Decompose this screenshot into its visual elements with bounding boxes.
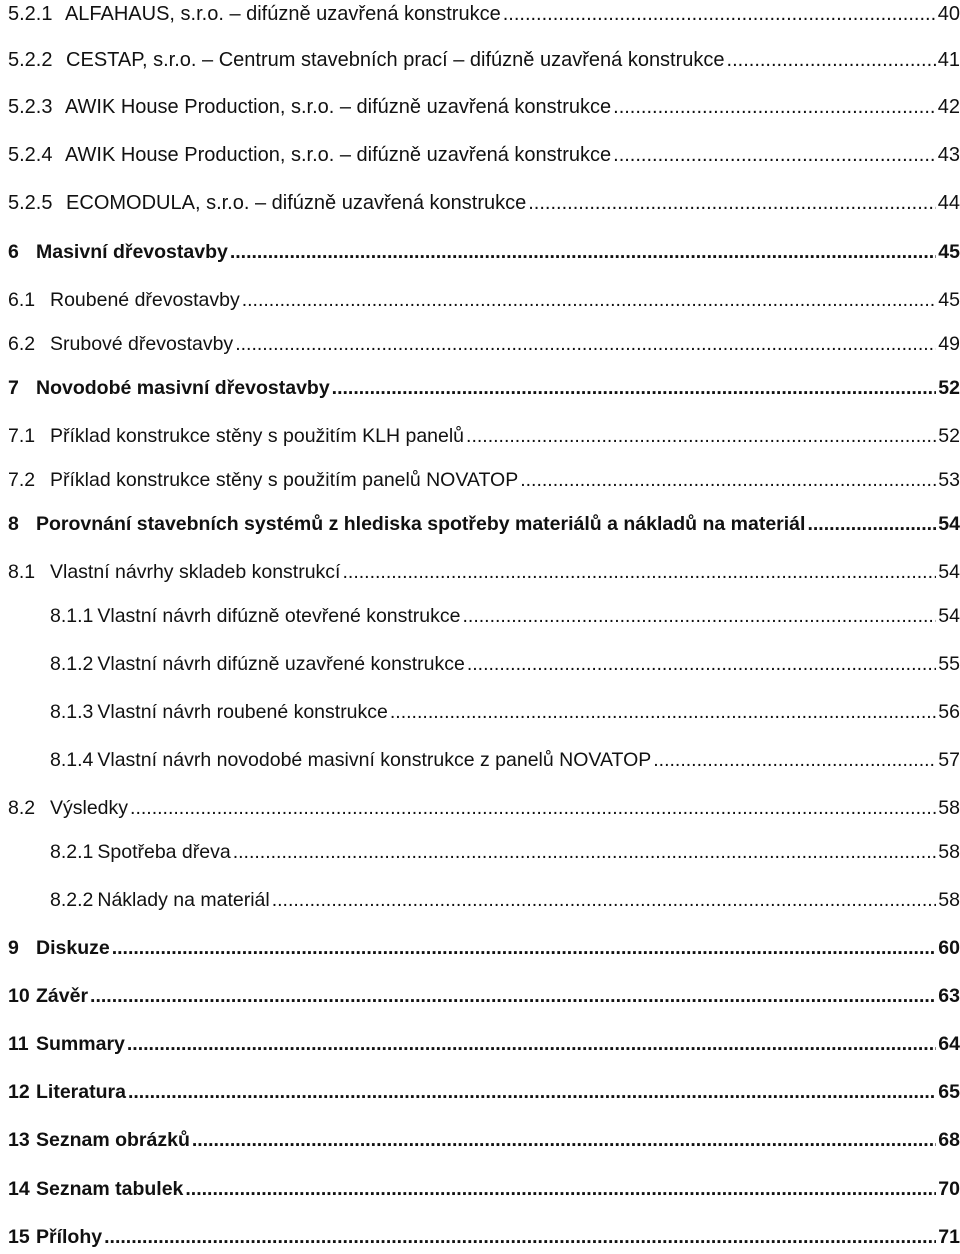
toc-entry-number: 5.2.2 <box>8 49 53 71</box>
toc-entry-page: 54 <box>938 513 960 535</box>
toc-entry-page: 65 <box>938 1081 960 1103</box>
toc-entry-number: 8.1.2 <box>50 653 94 675</box>
toc-entry-page: 45 <box>938 241 960 263</box>
toc-entry-page: 44 <box>937 192 960 214</box>
toc-entry-page: 45 <box>938 289 960 311</box>
dot-leader <box>727 46 936 74</box>
toc-entry[interactable] <box>8 286 960 314</box>
dot-leader <box>130 794 936 822</box>
dot-leader <box>230 238 936 266</box>
toc-entry[interactable] <box>50 886 960 914</box>
toc-entry-page: 41 <box>937 49 960 71</box>
toc-entry[interactable] <box>8 46 960 74</box>
dot-leader <box>112 934 937 962</box>
toc-entry[interactable] <box>50 602 960 630</box>
toc-entry-page: 57 <box>938 749 960 771</box>
toc-entry-page: 63 <box>938 985 960 1007</box>
dot-leader <box>233 838 937 866</box>
toc-entry[interactable] <box>8 330 960 358</box>
toc-entry-number: 8.2.1 <box>50 841 94 863</box>
toc-entry-title: CESTAP, s.r.o. – Centrum stavebních prací – difúzně uzavřená konstrukce <box>66 49 725 71</box>
toc-entry-page: 70 <box>938 1178 960 1200</box>
toc-entry-number: 5.2.4 <box>8 144 53 166</box>
toc-entry[interactable] <box>8 189 960 217</box>
toc-entry-title: ECOMODULA, s.r.o. – difúzně uzavřená konstrukce <box>66 192 527 214</box>
dot-leader <box>185 1175 936 1203</box>
toc-entry-title: Náklady na materiál <box>97 889 270 911</box>
toc-entry-number: 6.1 <box>8 289 36 311</box>
toc-chapter-entry[interactable] <box>8 1078 960 1106</box>
toc-entry-number: 8.2.2 <box>50 889 94 911</box>
toc-entry[interactable] <box>8 93 960 121</box>
toc-entry[interactable] <box>8 0 960 28</box>
toc-entry-page: 52 <box>938 377 960 399</box>
toc-chapter-entry[interactable] <box>8 1223 960 1251</box>
toc-chapter-entry[interactable] <box>8 1030 960 1058</box>
toc-entry-title: Roubené dřevostavby <box>50 289 240 311</box>
toc-chapter-entry[interactable] <box>8 982 960 1010</box>
dot-leader <box>90 982 936 1010</box>
toc-entry-number: 6 <box>8 241 19 263</box>
toc-entry-title: Seznam obrázků <box>36 1129 190 1151</box>
toc-entry-title: ALFAHAUS, s.r.o. – difúzně uzavřená konstrukce <box>64 3 501 25</box>
toc-entry-number: 8.1.3 <box>50 701 94 723</box>
toc-entry-page: 58 <box>938 797 960 819</box>
dot-leader <box>342 558 936 586</box>
toc-entry-page: 43 <box>937 144 960 166</box>
toc-entry-page: 56 <box>938 701 960 723</box>
toc-entry-number: 5.2.3 <box>8 96 53 118</box>
dot-leader <box>104 1223 936 1251</box>
toc-entry-title: Příklad konstrukce stěny s použitím panelů NOVATOP <box>50 469 519 491</box>
dot-leader <box>520 466 936 494</box>
toc-entry-title: Novodobé masivní dřevostavby <box>36 377 330 399</box>
toc-entry-number: 8.1 <box>8 561 36 583</box>
toc-entry-page: 60 <box>938 937 960 959</box>
toc-entry-page: 54 <box>938 561 960 583</box>
toc-entry-title: Literatura <box>36 1081 126 1103</box>
toc-entry-title: AWIK House Production, s.r.o. – difúzně uzavřená konstrukce <box>64 96 612 118</box>
toc-entry-page: 52 <box>938 425 960 447</box>
dot-leader <box>613 141 936 169</box>
toc-entry[interactable] <box>50 746 960 774</box>
toc-entry-number: 9 <box>8 937 19 959</box>
toc-entry-title: Závěr <box>36 985 89 1007</box>
toc-entry[interactable] <box>8 558 960 586</box>
dot-leader <box>503 0 936 28</box>
toc-entry-title: Vlastní návrh roubené konstrukce <box>97 701 388 723</box>
toc-entry-title: Summary <box>36 1033 125 1055</box>
toc-entry-title: Výsledky <box>50 797 129 819</box>
toc-entry-number: 5.2.1 <box>8 3 53 25</box>
toc-entry[interactable] <box>8 794 960 822</box>
toc-chapter-entry[interactable] <box>8 510 960 538</box>
toc-entry-page: 68 <box>938 1129 960 1151</box>
toc-entry-number: 7 <box>8 377 19 399</box>
dot-leader <box>467 650 936 678</box>
toc-entry-number: 5.2.5 <box>8 192 53 214</box>
dot-leader <box>466 422 936 450</box>
toc-entry-number: 11 <box>8 1033 29 1055</box>
toc-chapter-entry[interactable] <box>8 1126 960 1154</box>
toc-entry-title: Vlastní návrh difúzně otevřené konstrukce <box>97 605 461 627</box>
dot-leader <box>807 510 936 538</box>
toc-entry-title: Vlastní návrhy skladeb konstrukcí <box>50 561 341 583</box>
toc-entry-number: 14 <box>8 1178 30 1200</box>
dot-leader <box>390 698 936 726</box>
dot-leader <box>332 374 937 402</box>
toc-entry-page: 53 <box>938 469 960 491</box>
toc-chapter-entry[interactable] <box>8 934 960 962</box>
dot-leader <box>272 886 937 914</box>
toc-entry-title: Porovnání stavebních systémů z hlediska spotřeby materiálů a nákladů na materiál <box>36 513 806 535</box>
toc-entry-title: AWIK House Production, s.r.o. – difúzně uzavřená konstrukce <box>64 144 612 166</box>
dot-leader <box>192 1126 936 1154</box>
toc-entry[interactable] <box>50 698 960 726</box>
dot-leader <box>235 330 936 358</box>
toc-entry[interactable] <box>8 466 960 494</box>
toc-entry[interactable] <box>50 650 960 678</box>
dot-leader <box>242 286 937 314</box>
toc-entry-page: 55 <box>938 653 960 675</box>
dot-leader <box>613 93 936 121</box>
toc-entry-title: Diskuze <box>36 937 110 959</box>
dot-leader <box>653 746 936 774</box>
toc-entry-number: 15 <box>8 1226 30 1248</box>
toc-entry-number: 8.2 <box>8 797 36 819</box>
toc-entry-page: 58 <box>938 889 960 911</box>
toc-entry-title: Seznam tabulek <box>36 1178 184 1200</box>
toc-entry[interactable] <box>8 141 960 169</box>
toc-entry-number: 8.1.4 <box>50 749 94 771</box>
dot-leader <box>463 602 937 630</box>
toc-entry-page: 42 <box>937 96 960 118</box>
toc-entry-title: Přílohy <box>36 1226 103 1248</box>
toc-entry-title: Vlastní návrh novodobé masivní konstrukce z panelů NOVATOP <box>97 749 652 771</box>
toc-entry-page: 64 <box>938 1033 960 1055</box>
toc-entry[interactable] <box>8 422 960 450</box>
toc-entry-page: 58 <box>938 841 960 863</box>
toc-entry-page: 40 <box>937 3 960 25</box>
toc-chapter-entry[interactable] <box>8 374 960 402</box>
toc-entry-number: 10 <box>8 985 30 1007</box>
toc-entry-number: 13 <box>8 1129 30 1151</box>
toc-entry-number: 12 <box>8 1081 30 1103</box>
toc-entry[interactable] <box>50 838 960 866</box>
toc-entry-number: 8 <box>8 513 19 535</box>
toc-entry-title: Příklad konstrukce stěny s použitím KLH panelů <box>50 425 465 447</box>
toc-entry-number: 7.1 <box>8 425 36 447</box>
toc-chapter-entry[interactable] <box>8 238 960 266</box>
toc-entry-number: 8.1.1 <box>50 605 94 627</box>
dot-leader <box>128 1078 936 1106</box>
toc-entry-title: Masivní dřevostavby <box>36 241 228 263</box>
dot-leader <box>528 189 936 217</box>
toc-entry-title: Spotřeba dřeva <box>97 841 231 863</box>
toc-entry-number: 6.2 <box>8 333 36 355</box>
toc-entry-number: 7.2 <box>8 469 36 491</box>
toc-entry-page: 71 <box>938 1226 960 1248</box>
toc-entry-page: 49 <box>938 333 960 355</box>
toc-entry-title: Vlastní návrh difúzně uzavřené konstrukce <box>97 653 465 675</box>
dot-leader <box>127 1030 936 1058</box>
toc-entry-page: 54 <box>938 605 960 627</box>
toc-chapter-entry[interactable] <box>8 1175 960 1203</box>
toc-entry-title: Srubové dřevostavby <box>50 333 234 355</box>
